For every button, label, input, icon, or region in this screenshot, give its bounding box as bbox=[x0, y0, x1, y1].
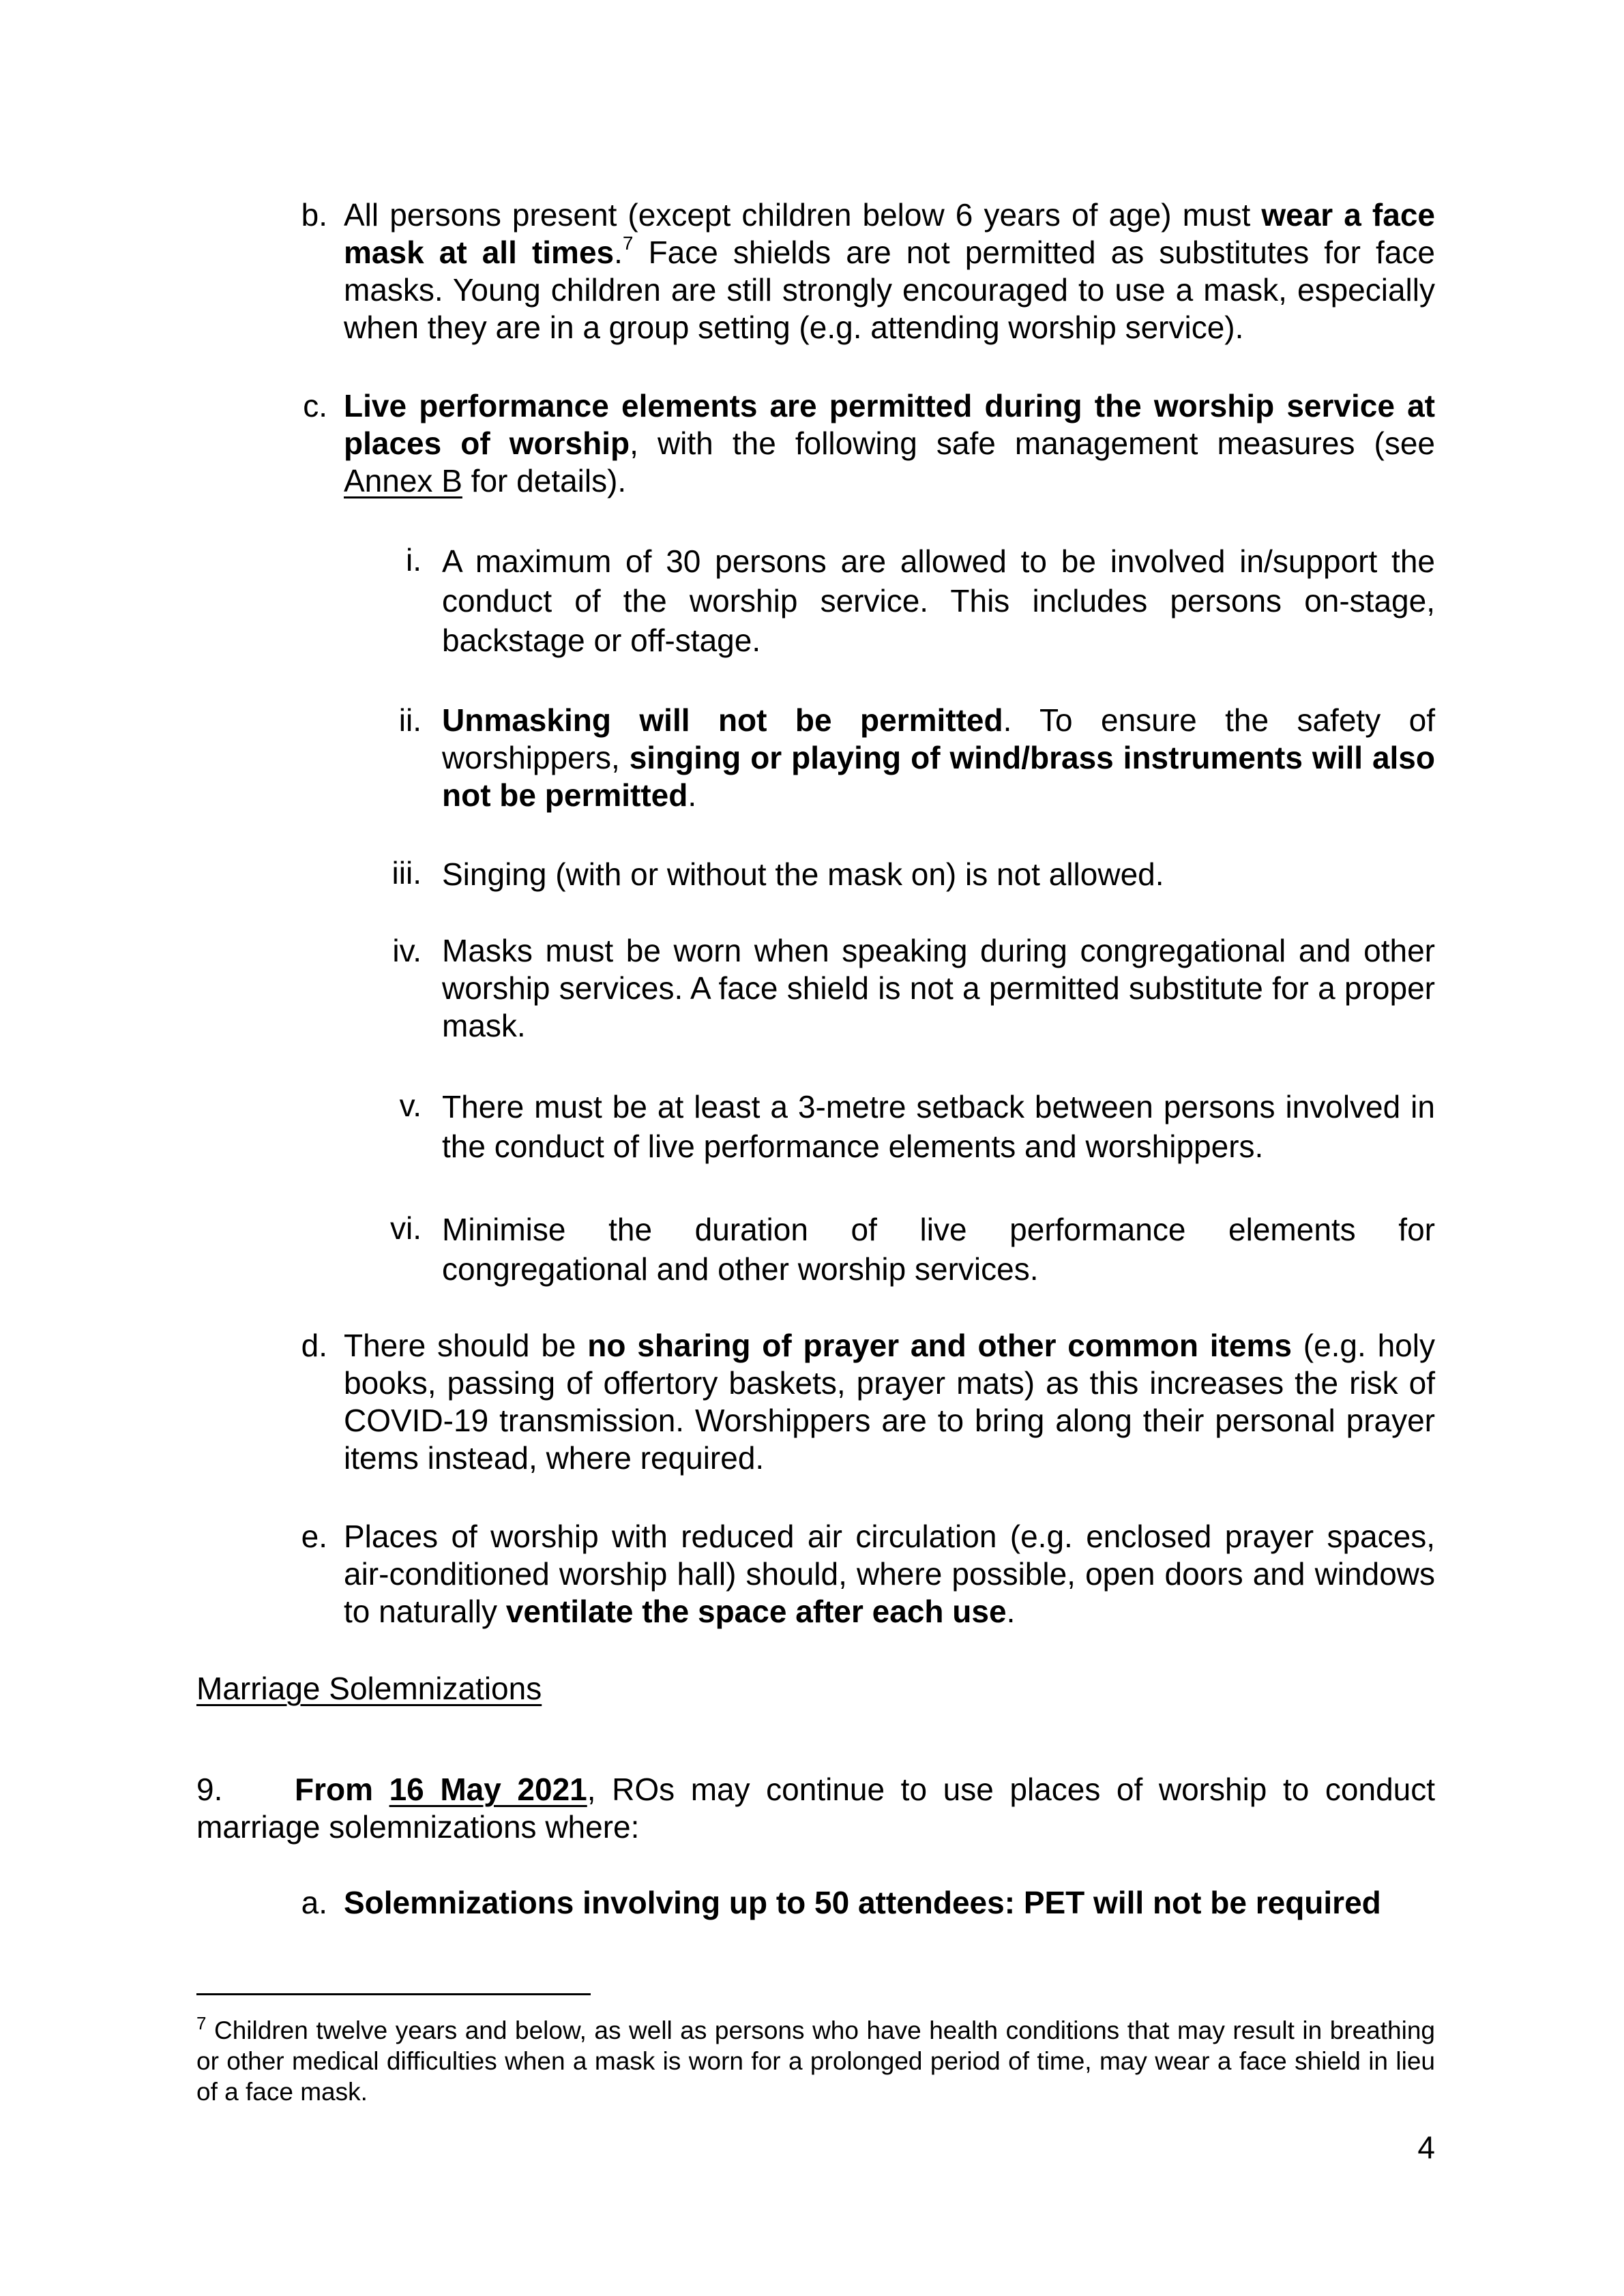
list-item-c: Live performance elements are permitted during the worship service at places of worship, with the following safe management measures (see Annex B for details). bbox=[344, 388, 1435, 498]
annex-b-link[interactable]: Annex B bbox=[344, 463, 462, 498]
page-number: 4 bbox=[1417, 2130, 1435, 2165]
roman-item-v: There must be at least a 3-metre setback between persons involved in the conduct of live performance elements and worshippers. bbox=[442, 1089, 1435, 1164]
roman-label-iii: iii. bbox=[392, 855, 422, 891]
list-label-b: b. bbox=[301, 197, 327, 233]
list-item-d: There should be no sharing of prayer and other common items (e.g. holy books, passing of offertory baskets, prayer mats) as this increases the risk of COVID-19 transmission. Worshippers are to bring along their personal prayer items instead, where required. bbox=[344, 1328, 1435, 1476]
paragraph-number: 9. bbox=[196, 1772, 223, 1807]
footnote-ref-7[interactable]: 7 bbox=[622, 233, 634, 254]
list-label-e: e. bbox=[301, 1519, 327, 1554]
roman-label-ii: ii. bbox=[398, 702, 422, 738]
roman-label-iv: iv. bbox=[392, 933, 422, 968]
roman-item-ii: Unmasking will not be permitted. To ensure the safety of worshippers, singing or playing of wind/brass instruments will also not be permitted. bbox=[442, 702, 1435, 813]
section-heading: Marriage Solemnizations bbox=[196, 1671, 542, 1706]
roman-label-i: i. bbox=[406, 542, 422, 578]
list-item-9a: Solemnizations involving up to 50 attendees: PET will not be required bbox=[344, 1885, 1381, 1920]
list-label-9a: a. bbox=[301, 1885, 327, 1920]
list-label-c: c. bbox=[303, 388, 327, 423]
roman-item-iii: Singing (with or without the mask on) is not allowed. bbox=[442, 856, 1164, 892]
list-item-e: Places of worship with reduced air circulation (e.g. enclosed prayer spaces, air-conditioned worship hall) should, where possible, open doors and windows to naturally ventilate the space after each use. bbox=[344, 1519, 1435, 1629]
footnote-divider bbox=[196, 1993, 591, 1995]
roman-label-vi: vi. bbox=[390, 1210, 422, 1246]
list-label-d: d. bbox=[301, 1328, 327, 1363]
footnote-7: $^7$ Children twelve years and below, as well as persons who have health conditions that may result in breathing or other medical difficulties when a mask is worn for a prolonged period of time, may wear a face shield in lieu of a face mask. bbox=[196, 2013, 1435, 2106]
paragraph-9: From 16 May 2021, ROs may continue to use places of worship to conduct marriage solemnizations where: bbox=[196, 1772, 1436, 1845]
roman-label-v: v. bbox=[399, 1088, 422, 1123]
roman-item-vi: Minimise the duration of live performance elements for congregational and other worship services. bbox=[442, 1212, 1435, 1287]
roman-item-iv: Masks must be worn when speaking during congregational and other worship services. A face shield is not a permitted substitute for a proper mask. bbox=[442, 933, 1435, 1043]
list-item-b: All persons present (except children below 6 years of age) must wear a face mask at all times.$^7$ Face shields are not permitted as substitutes for face masks. Young children are still strongly encouraged to use a mask, especially when they are in a group setting (e.g. attending worship service). bbox=[344, 197, 1435, 345]
roman-item-i: A maximum of 30 persons are allowed to be involved in/support the conduct of the worship service. This includes persons on-stage, backstage or off-stage. bbox=[442, 543, 1435, 658]
